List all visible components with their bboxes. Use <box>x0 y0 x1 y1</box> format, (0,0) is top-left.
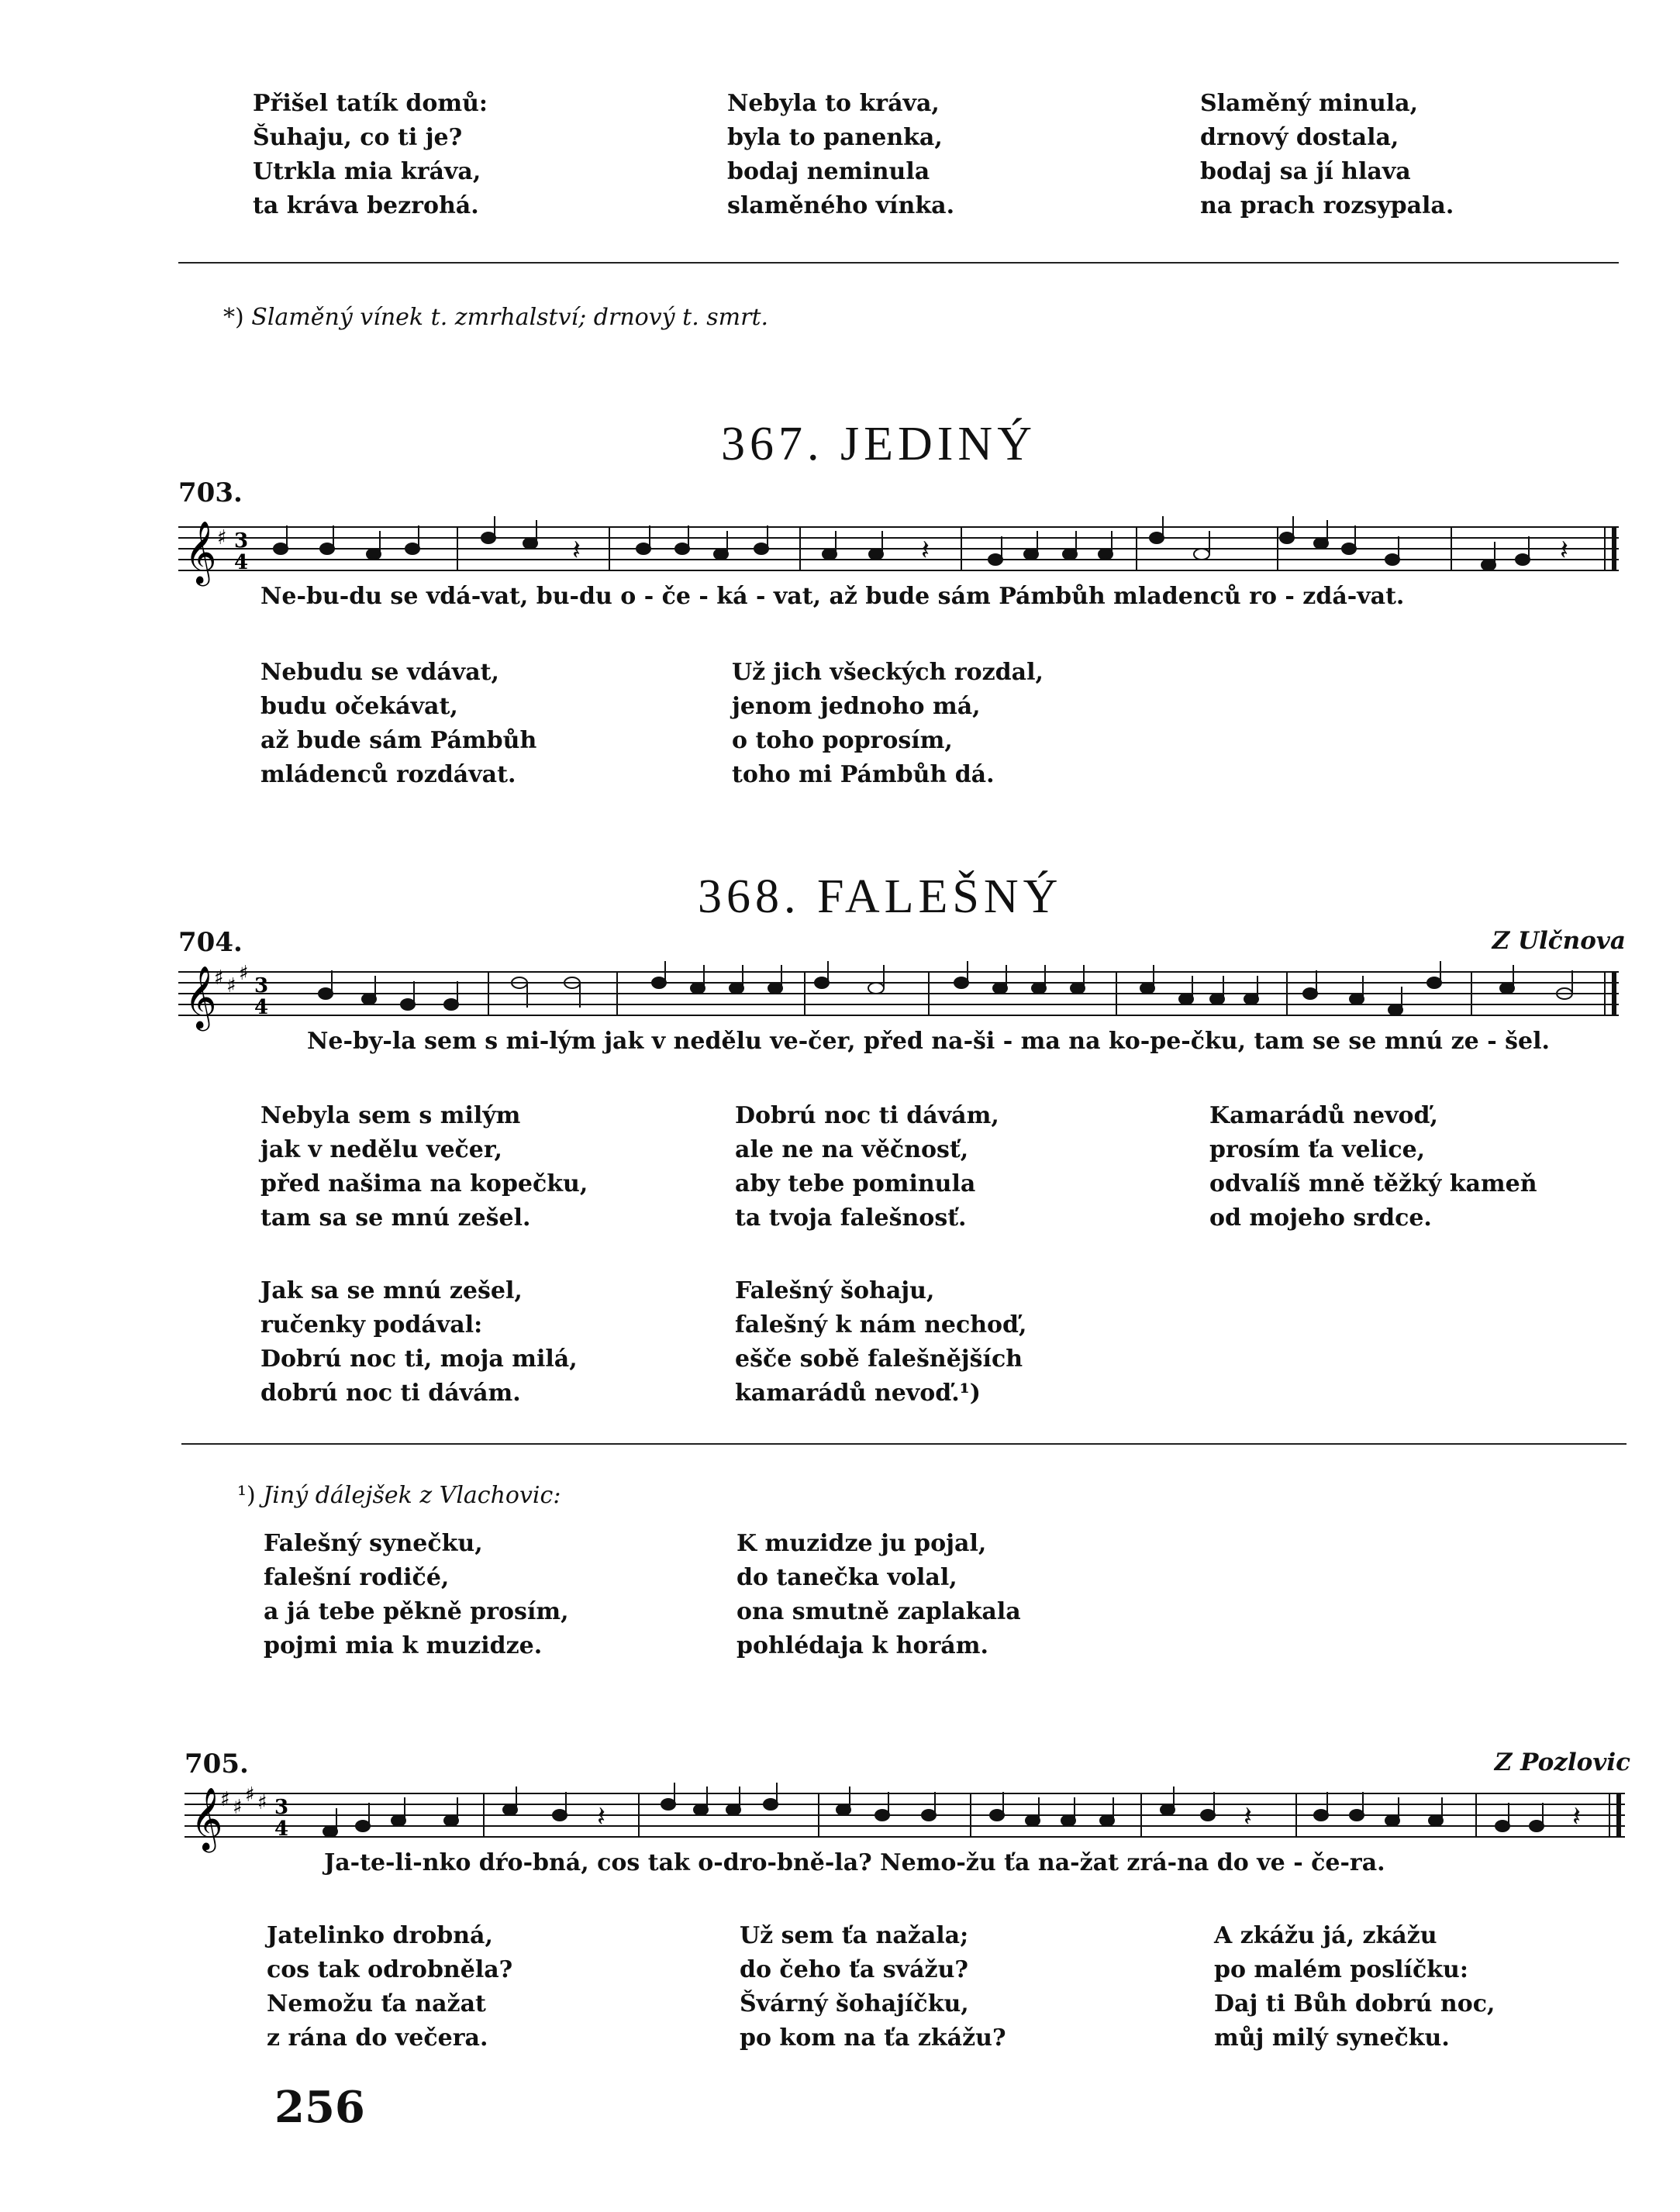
footnote-text: Slaměný vínek t. zmrhalství; drnový t. smrt. <box>251 304 769 331</box>
three-four-time-icon <box>274 1796 288 1841</box>
svg-text:♯: ♯ <box>239 962 249 985</box>
song-number: 705. <box>185 1749 249 1780</box>
top-verse-3: Slaměný minula, drnový dostala, bodaj sa jí hlava na prach rozsypala. <box>1200 90 1454 219</box>
svg-text:𝄞: 𝄞 <box>185 520 217 584</box>
music-staff <box>178 516 1619 591</box>
svg-text:𝄞: 𝄞 <box>191 1786 223 1850</box>
notes <box>319 961 1572 1015</box>
svg-text:♯: ♯ <box>226 974 236 997</box>
page-number: 256 <box>274 2082 365 2133</box>
svg-text:3: 3 <box>254 974 269 997</box>
song-title: 367. JEDINÝ <box>721 418 1037 470</box>
footnote <box>223 304 768 331</box>
verse-3: Kamarádů nevoď, prosím ťa velice, odvalíš mně těžký kameň od mojeho srdce. <box>1209 1102 1537 1232</box>
svg-text:𝄽: 𝄽 <box>1560 535 1569 567</box>
svg-text:3: 3 <box>234 529 249 553</box>
treble-clef-icon <box>185 520 216 586</box>
top-verse-2: Nebyla to kráva, byla to panenka, bodaj neminula slaměného vínka. <box>727 90 955 219</box>
song-number: 704. <box>178 927 243 958</box>
svg-text:𝄞: 𝄞 <box>185 965 217 1028</box>
svg-text:3: 3 <box>274 1796 289 1819</box>
verse-5: Falešný šohaju, falešný k nám nechoď, ešče sobě falešnějších kamarádů nevoď.¹) <box>735 1277 1027 1407</box>
verse-1: Nebyla sem s milým jak v nedělu večer, před našima na kopečku, tam sa se mnú zešel. <box>260 1102 588 1232</box>
svg-text:♯: ♯ <box>245 1783 255 1807</box>
svg-text:4: 4 <box>234 551 249 574</box>
footnote-mark: *) <box>223 304 244 331</box>
notes <box>323 1783 1544 1837</box>
footnote-mark: ¹) <box>237 1482 256 1509</box>
svg-text:4: 4 <box>274 1817 289 1841</box>
verse-2: Už sem ťa nažala; do čeho ťa svážu? Švárný šohajíčku, po kom na ťa zkážu? <box>740 1922 1006 2052</box>
svg-text:𝄽: 𝄽 <box>1244 1801 1253 1833</box>
top-verse-1: Přišel tatík domů: Šuhaju, co ti je? Utrkla mia kráva, ta kráva bezrohá. <box>253 90 488 219</box>
song-origin: Z Ulčnova <box>1492 927 1626 955</box>
verse-3: A zkážu já, zkážu po malém poslíčku: Daj ti Bůh dobrú noc, můj milý synečku. <box>1214 1922 1495 2052</box>
song-lyrics-underlay: Ja-te-li-nko dŕo-bná, cos tak o-dro-bně-la? Nemo-žu ťa na-žat zrá-na do ve - če-ra. <box>324 1849 1385 1876</box>
svg-text:𝄽: 𝄽 <box>1572 1801 1582 1833</box>
music-staff <box>185 1783 1625 1857</box>
footnote-text: Jiný dálejšek z Vlachovic: <box>263 1482 561 1509</box>
notes <box>274 516 1530 570</box>
song-lyrics-underlay: Ne-bu-du se vdá-vat, bu-du o - če - ká - vat, až bude sám Pámbůh mladenců ro - zdá-vat. <box>260 583 1405 610</box>
three-four-time-icon <box>254 974 268 1019</box>
svg-text:♯: ♯ <box>220 1788 230 1811</box>
svg-text:♯: ♯ <box>214 966 224 990</box>
verse-1: Nebudu se vdávat, budu očekávat, až bude sám Pámbůh mládenců rozdávat. <box>260 659 537 788</box>
song-title: 368. FALEŠNÝ <box>698 870 1063 923</box>
verse-2: Dobrú noc ti dávám, ale ne na věčnosť, aby tebe pominula ta tvoja falešnosť. <box>735 1102 999 1232</box>
verse-1: Jatelinko drobná, cos tak odrobněla? Nemožu ťa nažat z rána do večera. <box>267 1922 513 2052</box>
key-signature-icon <box>220 1783 267 1819</box>
verse-2: Už jich všeckých rozdal, jenom jednoho má, o toho poprosím, toho mi Pámbůh dá. <box>732 659 1044 788</box>
divider-rule <box>181 1443 1627 1445</box>
divider-rule <box>178 262 1619 264</box>
svg-text:𝄽: 𝄽 <box>597 1801 606 1833</box>
svg-text:♯: ♯ <box>217 526 227 550</box>
song-lyrics-underlay: Ne-by-la sem s mi-lým jak v nedělu ve-čer, před na-ši - ma na ko-pe-čku, tam se se mnú ze - šel. <box>307 1028 1550 1055</box>
svg-text:4: 4 <box>254 996 269 1019</box>
treble-clef-icon <box>185 965 216 1031</box>
verse-4: Jak sa se mnú zešel, ručenky podával: Dobrú noc ti, moja milá, dobrú noc ti dávám. <box>260 1277 578 1407</box>
svg-text:𝄽: 𝄽 <box>572 535 581 567</box>
treble-clef-icon <box>191 1786 223 1852</box>
svg-text:♯: ♯ <box>257 1791 267 1814</box>
footnote <box>237 1482 561 1509</box>
song-number: 703. <box>178 477 243 508</box>
key-signature-icon <box>217 526 227 550</box>
song-origin: Z Pozlovic <box>1494 1749 1630 1776</box>
three-four-time-icon <box>234 529 248 574</box>
music-staff <box>178 961 1619 1035</box>
key-signature-icon <box>214 962 249 997</box>
footnote-verse-2: K muzidze ju pojal, do tanečka volal, ona smutně zaplakala pohlédaja k horám. <box>737 1530 1021 1659</box>
footnote-verse-1: Falešný synečku, falešní rodičé, a já tebe pěkně prosím, pojmi mia k muzidze. <box>264 1530 569 1659</box>
svg-text:𝄽: 𝄽 <box>921 535 930 567</box>
svg-text:♯: ♯ <box>233 1796 243 1819</box>
staff-lines <box>178 527 1619 570</box>
